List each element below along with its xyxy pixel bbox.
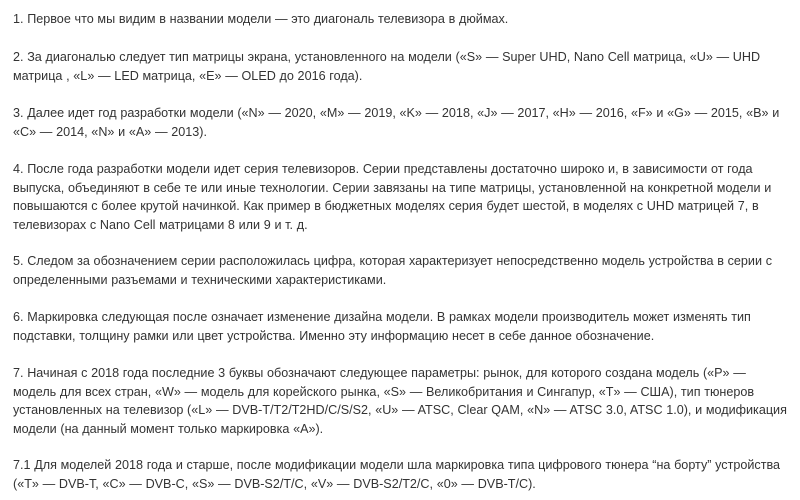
paragraph-4-series: 4. После года разработки модели идет серия телевизоров. Серии представлены достаточно широко и, в зависимости от года выпуска, объединяют в себе те или иные технологии. Серии завязаны на типе матрицы, установленной на конкретной модели и повышаются с более крутой начинкой. Как пример в бюджетных моделях серия будет шестой, в моделях с UHD матрицей 7, в телевизорах с Nano Cell матрицами 8 или 9 и т. д. [13, 162, 772, 232]
paragraph-6-design-change: 6. Маркировка следующая после означает изменение дизайна модели. В рамках модели производитель может изменять тип подставки, толщину рамки или цвет устройства. Именно эту информацию несет в себе данное обозначение. [13, 310, 751, 343]
paragraph-3-model-year: 3. Далее идет год разработки модели («N» — 2020, «M» — 2019, «K» — 2018, «J» — 2017, «H» — 2016, «F» и «G» — 2015, «B» и «C» — 2014, «N» и «A» — 2013). [13, 106, 780, 139]
paragraph-2-matrix-type: 2. За диагональю следует тип матрицы экрана, установленного на модели («S» — Super UHD, Nano Cell матрица, «U» — UHD матрица , «L» — LED матрица, «E» — OLED до 2016 года). [13, 50, 761, 83]
paragraph-7-1-digital-tuner: 7.1 Для моделей 2018 года и старше, после модификации модели шла маркировка типа цифрового тюнера “на борту” устройства («T» — DVB-T, «C» — DVB-C, «S» — DVB-S2/T/C, «V» — DVB-S2/T2/C, «0» — DVB-T/C). [13, 458, 781, 491]
paragraph-5-model-digit: 5. Следом за обозначением серии расположилась цифра, которая характеризует непосредственно модель устройства в серии с определенными разъемами и техническими характеристиками. [13, 254, 772, 287]
paragraph-7-market-tuner: 7. Начиная с 2018 года последние 3 буквы обозначают следующее параметры: рынок, для которого создана модель («P» — модель для всех стран, «W» — модель для корейского рынка, «S» — Великобритания и Сингапур, «T» — США), тип тюнеров установленных на телевизор («L» — DVB-T/T2/T2HD/C/S/S2, «U» — ATSC, Clear QAM, «N» — ATSC 3.0, ATSC 1.0), и модификация модели (на данный момент только маркировка «A»). [13, 366, 787, 436]
paragraph-1-diagonal: 1. Первое что мы видим в названии модели — это диагональ телевизора в дюймах. [13, 12, 509, 26]
